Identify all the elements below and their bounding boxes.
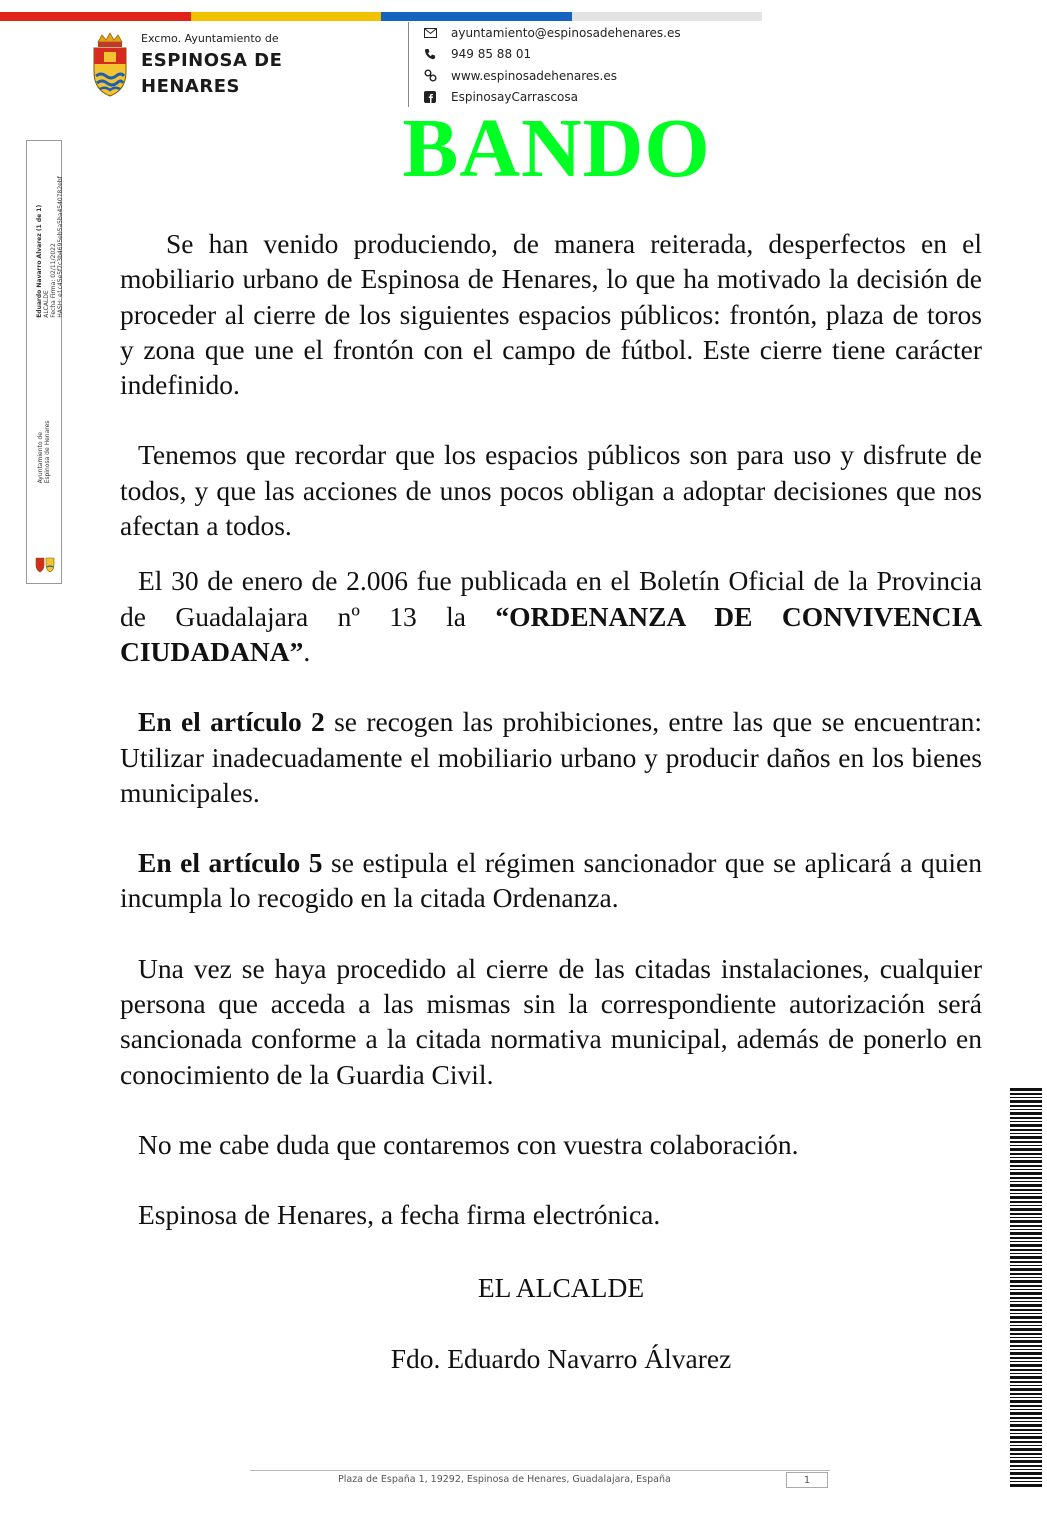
barcode-bar [1010, 1333, 1042, 1335]
barcode-bar [1010, 1385, 1042, 1386]
barcode-bar [1010, 1388, 1042, 1391]
barcode-bar [1010, 1244, 1042, 1247]
page-footer [250, 1470, 830, 1491]
barcode-bar [1010, 1436, 1042, 1439]
barcode-bar [1010, 1205, 1042, 1206]
contact-phone[interactable] [423, 44, 681, 66]
footer-address: Plaza de España 1, 19292, Espinosa de Henares, Guadalajara, España [338, 1474, 671, 1485]
barcode-bar [1010, 1172, 1042, 1175]
barcode-bar [1010, 1153, 1042, 1155]
barcode-bar [1010, 1393, 1042, 1395]
barcode-bar [1010, 1465, 1042, 1467]
barcode-bar [1010, 1397, 1042, 1398]
paragraph-3-text: El 30 de enero de 2.006 fue publicada en el Boletín Oficial de la Provincia de Guadalajara nº 13 la [120, 565, 982, 632]
barcode-bar [1010, 1316, 1042, 1319]
paragraph-5-text: se estipula el régimen sancionador que se aplicará a quien incumpla lo recogido en la citada Ordenanza. [120, 847, 982, 914]
barcode-bar [1010, 1165, 1042, 1167]
org-small-label: Excmo. Ayuntamiento de [141, 32, 279, 45]
barcode-bar [1010, 1184, 1042, 1187]
paragraph-4-text: se recogen las prohibiciones, entre las que se encuentran: Utilizar inadecuadamente el mobiliario urbano y producir daños en los bienes municipales. [120, 706, 982, 808]
stamp-signer-text [36, 176, 64, 318]
barcode-bar [1010, 1097, 1042, 1098]
phone-icon [423, 47, 437, 61]
barcode-bar [1010, 1232, 1042, 1235]
barcode-bar [1010, 1100, 1042, 1103]
barcode-bar [1010, 1268, 1042, 1271]
header-color-stripe [0, 12, 762, 21]
page-title: BANDO [402, 102, 711, 195]
stamp-coat-icon [34, 555, 56, 573]
stripe-blue [381, 12, 572, 21]
barcode-bar [1010, 1136, 1042, 1139]
barcode-bar [1010, 1421, 1042, 1422]
contact-email-text[interactable]: ayuntamiento@espinosadehenares.es [451, 25, 681, 40]
barcode-bar [1010, 1105, 1042, 1107]
barcode-bar [1010, 1405, 1042, 1407]
paragraph-4 [120, 704, 982, 810]
barcode-bar [1010, 1400, 1042, 1403]
ordinance-title: “ORDENANZA DE CONVIVENCIA CIUDADANA” [120, 600, 983, 667]
paragraph-3 [120, 563, 982, 669]
barcode-bar [1010, 1141, 1042, 1143]
signature-name: Fdo. Eduardo Navarro Álvarez [390, 1343, 732, 1374]
barcode-bar [1010, 1445, 1042, 1446]
barcode-bar [1010, 1457, 1042, 1458]
barcode-bar [1010, 1088, 1042, 1091]
barcode-bar [1010, 1352, 1042, 1355]
barcode-bar [1010, 1277, 1042, 1278]
contact-email[interactable] [423, 22, 681, 44]
barcode-bar [1010, 1313, 1042, 1314]
barcode-bar [1010, 1157, 1042, 1158]
barcode-bar [1010, 1208, 1042, 1211]
barcode-bar [1010, 1472, 1042, 1475]
barcode-bar [1010, 1261, 1042, 1263]
barcode-bar [1010, 1241, 1042, 1242]
barcode-bar [1010, 1189, 1042, 1191]
barcode-bar [1010, 1304, 1042, 1307]
paragraph-3-end: . [303, 635, 311, 667]
stripe-red [0, 12, 191, 21]
contact-web-text[interactable]: www.espinosadehenares.es [451, 68, 617, 83]
barcode-bar [1010, 1213, 1042, 1215]
barcode-bar [1010, 1337, 1042, 1338]
org-name-line1: ESPINOSA DE [141, 50, 283, 71]
barcode-bar [1010, 1249, 1042, 1251]
stamp-org-text [37, 421, 51, 484]
barcode-bar [1010, 1321, 1042, 1323]
barcode-bar [1010, 1273, 1042, 1275]
stamp-line2: Espinosa de Henares [44, 420, 51, 484]
barcode-bar [1010, 1160, 1042, 1163]
barcode-bar [1010, 1217, 1042, 1218]
barcode-bar [1010, 1412, 1042, 1415]
barcode-bar [1010, 1409, 1042, 1410]
barcode-bar [1010, 1349, 1042, 1350]
stamp-date: Fecha Firma: 02/11/2022 [50, 243, 57, 318]
barcode-bar [1010, 1237, 1042, 1239]
barcode-bar [1010, 1181, 1042, 1182]
paragraph-7: No me cabe duda que contaremos con vuestra colaboración. [138, 1128, 799, 1160]
barcode-bar [1010, 1148, 1042, 1151]
barcode-bar [1010, 1373, 1042, 1374]
article-2-label: En el artículo 2 [138, 706, 325, 738]
org-header [90, 30, 390, 100]
barcode-bar [1010, 1109, 1042, 1110]
barcode-bar [1010, 1121, 1042, 1122]
contact-facebook-text[interactable]: EspinosayCarrascosa [451, 90, 578, 105]
barcode-bar [1010, 1345, 1042, 1347]
page-number: 1 [786, 1472, 828, 1488]
barcode-bar [1010, 1229, 1042, 1230]
barcode-bar [1010, 1328, 1042, 1331]
org-name-line2: HENARES [141, 76, 240, 97]
barcode-bar [1010, 1285, 1042, 1287]
barcode-bar [1010, 1196, 1042, 1199]
contact-block [408, 22, 681, 107]
barcode-bar [1010, 1177, 1042, 1179]
barcode-bar [1010, 1292, 1042, 1295]
barcode-bar [1010, 1357, 1042, 1359]
barcode-bar [1010, 1417, 1042, 1419]
paragraph-6: Una vez se haya procedido al cierre de las citadas instalaciones, cualquier persona que acceda a las mismas sin la correspondiente autorización será sancionada conforme a la citada normativa municipal, además de ponerlo en conocimiento de la Guardia Civil. [120, 952, 982, 1090]
barcode-bar [1010, 1280, 1042, 1283]
barcode-bar [1010, 1433, 1042, 1434]
stamp-signer: Eduardo Navarro Alvarez (1 de 1) [36, 204, 43, 318]
barcode-bar [1010, 1429, 1042, 1431]
paragraph-8: Espinosa de Henares, a fecha firma electrónica. [138, 1199, 661, 1231]
barcode-bar [1010, 1145, 1042, 1146]
barcode-bar [1010, 1112, 1042, 1115]
link-icon [423, 69, 437, 83]
barcode-bar [1010, 1117, 1042, 1119]
barcode-bar [1010, 1441, 1042, 1443]
article-5-label: En el artículo 5 [138, 847, 323, 879]
document-body [120, 226, 982, 1233]
envelope-icon [423, 26, 437, 40]
barcode-bar [1010, 1361, 1042, 1362]
barcode-bar [1010, 1381, 1042, 1383]
paragraph-2: Tenemos que recordar que los espacios públicos son para uso y disfrute de todos, y que las acciones de unos pocos obligan a adoptar decisiones que nos afectan a todos. [120, 439, 982, 542]
barcode-bar [1010, 1369, 1042, 1371]
barcode-bar [1010, 1448, 1042, 1451]
barcode-bar [1010, 1364, 1042, 1367]
barcode-bar [1010, 1325, 1042, 1326]
barcode-image [1010, 1088, 1042, 1488]
barcode-bar [1010, 1376, 1042, 1379]
barcode-bar [1010, 1093, 1042, 1095]
barcode-bar [1010, 1481, 1042, 1482]
org-name [141, 48, 282, 100]
barcode-bar [1010, 1201, 1042, 1203]
signature-role: EL ALCALDE [477, 1272, 645, 1303]
barcode-bar [1010, 1301, 1042, 1302]
paragraph-1: Se han venido produciendo, de manera reiterada, desperfectos en el mobiliario urbano de Espinosa de Henares, lo que ha motivado la decisión de proceder al cierre de los siguientes espacios públicos: frontón, plaza de toros y zona que une el frontón con el campo de fútbol. Este cierre tiene carácter indefinido. [120, 228, 982, 401]
barcode-bar [1010, 1424, 1042, 1427]
electronic-signature-stamp [26, 140, 62, 584]
barcode-bar [1010, 1484, 1042, 1487]
coat-of-arms-logo [90, 32, 130, 98]
contact-phone-text[interactable]: 949 85 88 01 [451, 47, 532, 62]
barcode-bar [1010, 1169, 1042, 1170]
barcode-bar [1010, 1289, 1042, 1290]
barcode-bar [1010, 1253, 1042, 1254]
barcode-bar [1010, 1225, 1042, 1227]
stamp-hash: HASH: e1c45e5f7c3b4695eb5a5ba4540782ebf [57, 176, 64, 318]
barcode-bar [1010, 1477, 1042, 1479]
stamp-role: ALCALDE [43, 290, 50, 318]
barcode-bar [1010, 1340, 1042, 1343]
barcode-bar [1010, 1469, 1042, 1470]
barcode-bar [1010, 1297, 1042, 1299]
barcode-bar [1010, 1124, 1042, 1127]
contact-web[interactable] [423, 65, 681, 87]
stripe-yellow [191, 12, 382, 21]
barcode-bar [1010, 1453, 1042, 1455]
paragraph-5 [120, 845, 982, 916]
barcode-bar [1010, 1193, 1042, 1194]
barcode-bar [1010, 1133, 1042, 1134]
stripe-grey [572, 12, 763, 21]
barcode-bar [1010, 1309, 1042, 1311]
barcode-bar [1010, 1265, 1042, 1266]
stamp-line1: Ayuntamiento de [37, 432, 44, 484]
barcode-bar [1010, 1460, 1042, 1463]
barcode-bar [1010, 1129, 1042, 1131]
barcode-bar [1010, 1256, 1042, 1259]
barcode-bar [1010, 1220, 1042, 1223]
